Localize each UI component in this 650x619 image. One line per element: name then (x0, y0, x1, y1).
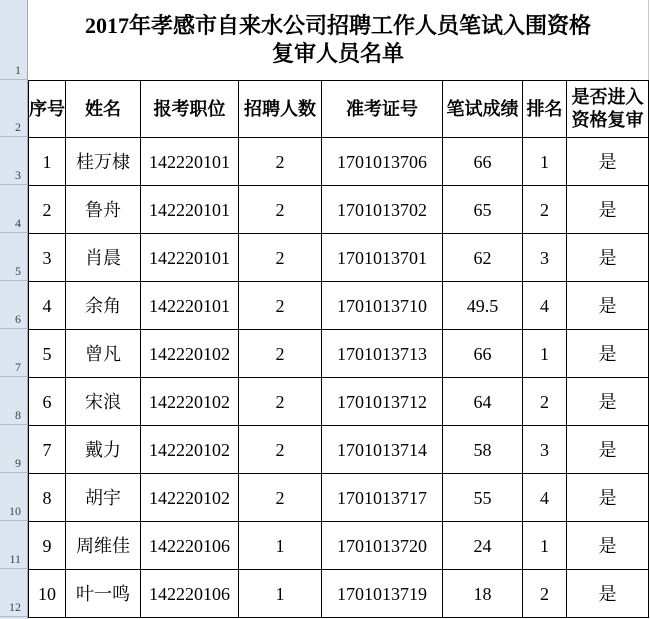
table-cell[interactable]: 4 (523, 474, 567, 522)
column-header[interactable]: 序号 (29, 81, 66, 138)
table-cell[interactable]: 1 (239, 570, 322, 618)
table-cell[interactable]: 是 (567, 234, 649, 282)
table-cell[interactable]: 1701013706 (322, 138, 443, 186)
table-cell[interactable]: 24 (443, 522, 523, 570)
table-cell[interactable]: 142220106 (141, 570, 239, 618)
table-cell[interactable]: 142220102 (141, 330, 239, 378)
row-number[interactable]: 10 (0, 473, 27, 521)
table-cell[interactable]: 宋浪 (66, 378, 141, 426)
table-cell[interactable]: 142220102 (141, 474, 239, 522)
title-line-1: 2017年孝感市自来水公司招聘工作人员笔试入围资格 (84, 13, 591, 38)
table-row (29, 570, 649, 618)
row-number[interactable]: 4 (0, 185, 27, 233)
table-cell[interactable]: 6 (29, 378, 66, 426)
row-number[interactable]: 8 (0, 377, 27, 425)
table-cell[interactable]: 3 (523, 426, 567, 474)
table-body (29, 138, 649, 618)
table-row (29, 474, 649, 522)
table-cell[interactable]: 1701013710 (322, 282, 443, 330)
table-cell[interactable]: 是 (567, 378, 649, 426)
table-cell[interactable]: 1 (523, 330, 567, 378)
table-cell[interactable]: 66 (443, 138, 523, 186)
table-cell[interactable]: 1701013720 (322, 522, 443, 570)
table-cell[interactable]: 3 (523, 234, 567, 282)
row-number[interactable]: 1 (0, 0, 27, 80)
table-cell[interactable]: 142220101 (141, 234, 239, 282)
table-cell[interactable]: 1701013713 (322, 330, 443, 378)
table-cell[interactable]: 4 (523, 282, 567, 330)
column-header[interactable]: 招聘人数 (239, 81, 322, 138)
column-header[interactable]: 排名 (523, 81, 567, 138)
table-cell[interactable]: 桂万棣 (66, 138, 141, 186)
column-header[interactable]: 笔试成绩 (443, 81, 523, 138)
table-cell[interactable]: 2 (239, 426, 322, 474)
table-cell[interactable]: 叶一鸣 (66, 570, 141, 618)
table-cell[interactable]: 2 (29, 186, 66, 234)
table-cell[interactable]: 1 (523, 522, 567, 570)
table-cell[interactable]: 鲁舟 (66, 186, 141, 234)
table-cell[interactable]: 142220101 (141, 186, 239, 234)
table-row (29, 522, 649, 570)
table-cell[interactable]: 2 (239, 138, 322, 186)
table-cell[interactable]: 142220102 (141, 426, 239, 474)
table-cell[interactable]: 是 (567, 570, 649, 618)
table-cell[interactable]: 55 (443, 474, 523, 522)
row-number[interactable]: 11 (0, 521, 27, 569)
table-cell[interactable]: 2 (523, 378, 567, 426)
column-header[interactable]: 报考职位 (141, 81, 239, 138)
table-row (29, 378, 649, 426)
table-cell[interactable]: 周维佳 (66, 522, 141, 570)
title-cell[interactable] (28, 0, 649, 80)
table-cell[interactable]: 49.5 (443, 282, 523, 330)
table-cell[interactable]: 1 (239, 522, 322, 570)
table-row (29, 138, 649, 186)
table-cell[interactable]: 10 (29, 570, 66, 618)
table-row (29, 234, 649, 282)
table-cell[interactable]: 是 (567, 426, 649, 474)
table-cell[interactable]: 65 (443, 186, 523, 234)
table-cell[interactable]: 1 (523, 138, 567, 186)
roster-table (28, 80, 649, 618)
table-cell[interactable]: 58 (443, 426, 523, 474)
table-cell[interactable]: 142220101 (141, 282, 239, 330)
row-number[interactable]: 9 (0, 425, 27, 473)
row-number[interactable]: 6 (0, 281, 27, 329)
table-cell[interactable]: 2 (523, 570, 567, 618)
table-cell[interactable]: 是 (567, 138, 649, 186)
table-cell[interactable]: 1701013717 (322, 474, 443, 522)
table-cell[interactable]: 2 (239, 378, 322, 426)
table-row (29, 330, 649, 378)
table-cell[interactable]: 1701013714 (322, 426, 443, 474)
table-cell[interactable]: 余角 (66, 282, 141, 330)
table-cell[interactable]: 2 (239, 474, 322, 522)
table-cell[interactable]: 3 (29, 234, 66, 282)
table-cell[interactable]: 5 (29, 330, 66, 378)
table-cell[interactable]: 是 (567, 186, 649, 234)
table-row (29, 186, 649, 234)
row-number[interactable]: 7 (0, 329, 27, 377)
table-cell[interactable]: 66 (443, 330, 523, 378)
table-cell[interactable]: 64 (443, 378, 523, 426)
column-header[interactable]: 准考证号 (322, 81, 443, 138)
row-number-gutter (0, 0, 28, 619)
table-cell[interactable]: 1 (29, 138, 66, 186)
row-number[interactable]: 5 (0, 233, 27, 281)
table-cell[interactable]: 肖晨 (66, 234, 141, 282)
table-cell[interactable]: 2 (239, 282, 322, 330)
sheet-content (28, 0, 650, 618)
table-cell[interactable]: 142220101 (141, 138, 239, 186)
table-cell[interactable]: 是 (567, 474, 649, 522)
table-cell[interactable]: 8 (29, 474, 66, 522)
row-number[interactable]: 2 (0, 80, 27, 137)
table-cell[interactable]: 1701013719 (322, 570, 443, 618)
title-line-2: 复审人员名单 (271, 41, 404, 66)
table-cell[interactable]: 142220106 (141, 522, 239, 570)
table-cell[interactable]: 曾凡 (66, 330, 141, 378)
table-cell[interactable]: 142220102 (141, 378, 239, 426)
table-cell[interactable]: 2 (523, 186, 567, 234)
table-cell[interactable]: 2 (239, 234, 322, 282)
row-number[interactable]: 3 (0, 137, 27, 185)
table-cell[interactable]: 1701013702 (322, 186, 443, 234)
table-row (29, 426, 649, 474)
table-cell[interactable]: 是 (567, 522, 649, 570)
table-cell[interactable]: 胡宇 (66, 474, 141, 522)
table-cell[interactable]: 是 (567, 282, 649, 330)
table-cell[interactable]: 2 (239, 186, 322, 234)
table-cell[interactable]: 戴力 (66, 426, 141, 474)
table-cell[interactable]: 9 (29, 522, 66, 570)
column-header[interactable]: 是否进入资格复审 (567, 81, 649, 138)
table-cell[interactable]: 2 (239, 330, 322, 378)
header-row (29, 81, 649, 138)
row-number[interactable]: 12 (0, 569, 27, 617)
table-cell[interactable]: 1701013712 (322, 378, 443, 426)
table-cell[interactable]: 是 (567, 330, 649, 378)
column-header[interactable]: 姓名 (66, 81, 141, 138)
table-cell[interactable]: 62 (443, 234, 523, 282)
table-cell[interactable]: 4 (29, 282, 66, 330)
table-cell[interactable]: 7 (29, 426, 66, 474)
table-cell[interactable]: 18 (443, 570, 523, 618)
table-row (29, 282, 649, 330)
table-cell[interactable]: 1701013701 (322, 234, 443, 282)
